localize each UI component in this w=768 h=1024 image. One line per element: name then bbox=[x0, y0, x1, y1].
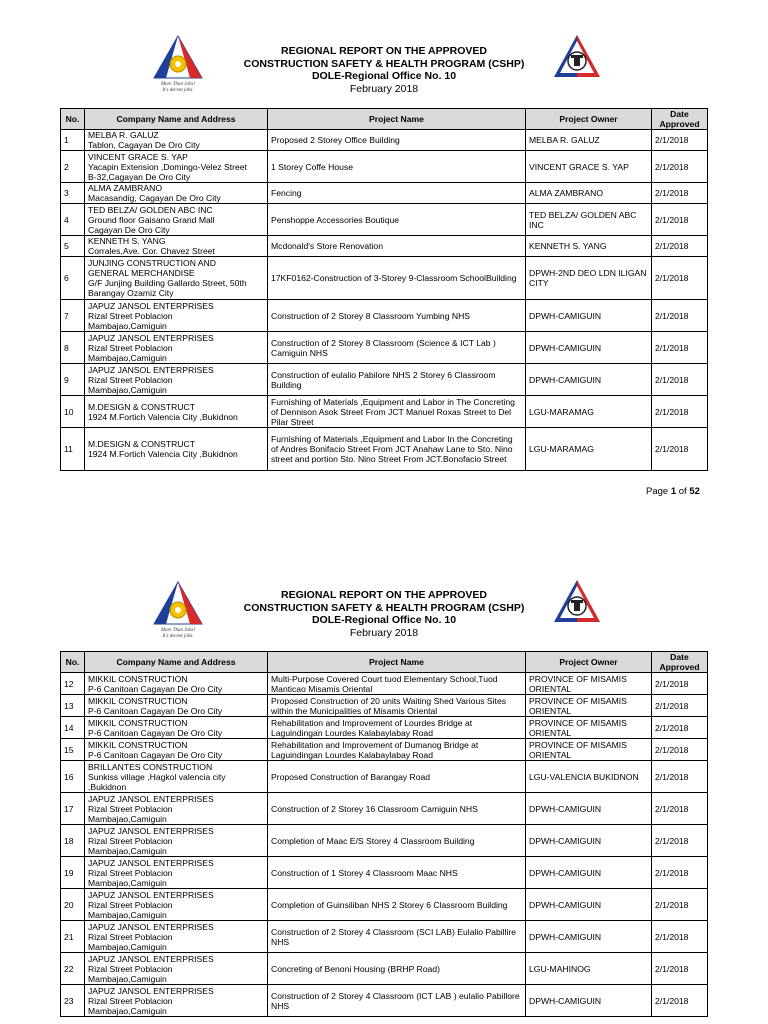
cell-company bbox=[85, 921, 268, 953]
report-title-line3: DOLE-Regional Office No. 10 bbox=[311, 70, 457, 82]
cell-project: Construction of 2 Storey 8 Classroom Yumbing NHS bbox=[268, 300, 526, 332]
cell-date: 2/1/2018 bbox=[652, 130, 708, 151]
table-row bbox=[61, 761, 708, 793]
company-line: Rizal Street Poblacion bbox=[88, 374, 173, 385]
col-header-project: Project Name bbox=[268, 109, 526, 130]
company-line: JAPUZ JANSOL ENTERPRISES bbox=[88, 300, 214, 311]
table-row bbox=[61, 396, 708, 428]
cell-company bbox=[85, 332, 268, 364]
table-header-row bbox=[61, 109, 708, 130]
cell-company bbox=[85, 739, 268, 761]
company-line: P-6 Canitoan Cagayan De Oro City bbox=[88, 727, 223, 738]
cell-project: Proposed Construction of 20 units Waiting Shed Various Sites within the Municipalities of Misamis Oriental bbox=[268, 695, 526, 717]
logo-tagline-1: More Than Jobs! bbox=[160, 628, 196, 633]
company-line: TED BELZA/ GOLDEN ABC INC bbox=[88, 204, 213, 215]
cell-date: 2/1/2018 bbox=[652, 825, 708, 857]
cell-date: 2/1/2018 bbox=[652, 151, 708, 183]
company-line: 1924 M.Fortich Valencia City ,Bukidnon bbox=[88, 411, 238, 422]
table-row bbox=[61, 428, 708, 471]
cell-project: Concreting of Benoni Housing (BRHP Road) bbox=[268, 953, 526, 985]
cell-company bbox=[85, 204, 268, 236]
cell-project: Rehabilitation and Improvement of Lourdes Bridge at Laguindingan Lourdes Kalabaylabay Road bbox=[268, 717, 526, 739]
cell-project: Penshoppe Accessories Boutique bbox=[268, 204, 526, 236]
report-table-2 bbox=[60, 651, 708, 1017]
cell-no: 4 bbox=[61, 204, 85, 236]
report-month: February 2018 bbox=[349, 82, 419, 95]
company-line: P-6 Canitoan Cagayan De Oro City bbox=[88, 683, 223, 694]
cell-date: 2/1/2018 bbox=[652, 236, 708, 257]
company-line: JAPUZ JANSOL ENTERPRISES bbox=[88, 921, 214, 932]
page-total: 52 bbox=[689, 486, 700, 497]
cell-company bbox=[85, 985, 268, 1017]
company-line: P-6 Canitoan Cagayan De Oro City bbox=[88, 705, 223, 716]
col-header-owner: Project Owner bbox=[526, 109, 652, 130]
cell-company bbox=[85, 151, 268, 183]
cell-owner: DPWH-CAMIGUIN bbox=[526, 364, 652, 396]
report-title-line3: DOLE-Regional Office No. 10 bbox=[311, 614, 457, 626]
cell-owner: TED BELZA/ GOLDEN ABC INC bbox=[526, 204, 652, 236]
table-row bbox=[61, 695, 708, 717]
company-line: GENERAL MERCHANDISE bbox=[88, 268, 195, 278]
table-row bbox=[61, 364, 708, 396]
cell-date: 2/1/2018 bbox=[652, 428, 708, 471]
company-line: MELBA R. GALUZ bbox=[88, 130, 159, 140]
cell-company bbox=[85, 130, 268, 151]
cell-owner: PROVINCE OF MISAMIS ORIENTAL bbox=[526, 673, 652, 695]
company-line: JAPUZ JANSOL ENTERPRISES bbox=[88, 985, 214, 996]
company-line: MIKKIL CONSTRUCTION bbox=[88, 739, 188, 750]
cell-date: 2/1/2018 bbox=[652, 761, 708, 793]
cell-project: 1 Storey Coffe House bbox=[268, 151, 526, 183]
cell-project: Furnishing of Materials ,Equipment and Labor in The Concreting of Dennison Asok Street From JCT Manuel Roxas Street to Del Pilar Street bbox=[268, 396, 526, 428]
table-row bbox=[61, 985, 708, 1017]
cell-date: 2/1/2018 bbox=[652, 793, 708, 825]
cell-project: Rehabilitation and Improvement of Dumanog Bridge at Laguindingan Lourdes Kalabaylabay Road bbox=[268, 739, 526, 761]
company-line: MIKKIL CONSTRUCTION bbox=[88, 673, 188, 684]
company-line: JAPUZ JANSOL ENTERPRISES bbox=[88, 889, 214, 900]
company-line: Rizal Street Poblacion bbox=[88, 835, 173, 846]
company-line: Yacapin Extension ,Domingo-Velez Street bbox=[88, 161, 247, 172]
cell-no: 6 bbox=[61, 257, 85, 300]
cell-no: 8 bbox=[61, 332, 85, 364]
cell-no: 17 bbox=[61, 793, 85, 825]
company-line: KENNETH S. YANG bbox=[88, 236, 166, 246]
company-line: JUNJING CONSTRUCTION AND bbox=[88, 258, 216, 268]
cell-owner: DPWH-CAMIGUIN bbox=[526, 300, 652, 332]
company-line: Mambajao,Camiguin bbox=[88, 813, 167, 824]
cell-company bbox=[85, 428, 268, 471]
logo-tagline-2: It's decent jobs. bbox=[162, 634, 194, 639]
cell-owner: ALMA ZAMBRANO bbox=[526, 183, 652, 204]
table-row bbox=[61, 151, 708, 183]
cell-no: 18 bbox=[61, 825, 85, 857]
table-row bbox=[61, 300, 708, 332]
report-title-line1: REGIONAL REPORT ON THE APPROVED bbox=[281, 589, 487, 601]
cell-no: 3 bbox=[61, 183, 85, 204]
company-line: MIKKIL CONSTRUCTION bbox=[88, 695, 188, 706]
cell-date: 2/1/2018 bbox=[652, 204, 708, 236]
report-table-1 bbox=[60, 108, 708, 471]
cell-project: Completion of Maac E/S Storey 4 Classroom Building bbox=[268, 825, 526, 857]
company-line: VINCENT GRACE S. YAP bbox=[88, 151, 188, 162]
col-header-date: Date Approved bbox=[652, 652, 708, 673]
cell-company bbox=[85, 236, 268, 257]
cell-no: 10 bbox=[61, 396, 85, 428]
cell-no: 23 bbox=[61, 985, 85, 1017]
cell-date: 2/1/2018 bbox=[652, 257, 708, 300]
cell-no: 11 bbox=[61, 428, 85, 471]
company-line: Corrales,Ave. Cor. Chavez Street bbox=[88, 246, 215, 256]
page-prefix: Page bbox=[646, 486, 669, 497]
report-header bbox=[180, 45, 588, 95]
company-line: JAPUZ JANSOL ENTERPRISES bbox=[88, 364, 214, 375]
cell-no: 2 bbox=[61, 151, 85, 183]
company-line: Rizal Street Poblacion bbox=[88, 899, 173, 910]
table-row bbox=[61, 825, 708, 857]
cell-no: 1 bbox=[61, 130, 85, 151]
cell-no: 5 bbox=[61, 236, 85, 257]
cell-no: 9 bbox=[61, 364, 85, 396]
cell-owner: LGU-VALENCIA BUKIDNON bbox=[526, 761, 652, 793]
cell-owner: DPWH-CAMIGUIN bbox=[526, 825, 652, 857]
cell-project: Multi-Purpose Covered Court tuod Elementary School,Tuod Manticao Misamis Oriental bbox=[268, 673, 526, 695]
cell-project: Fencing bbox=[268, 183, 526, 204]
cell-no: 13 bbox=[61, 695, 85, 717]
cell-project: 17KF0162-Construction of 3-Storey 9-Classroom SchoolBuilding bbox=[268, 257, 526, 300]
company-line: Rizal Street Poblacion bbox=[88, 963, 173, 974]
table-row bbox=[61, 673, 708, 695]
cell-company bbox=[85, 673, 268, 695]
cell-owner: DPWH-CAMIGUIN bbox=[526, 857, 652, 889]
cell-project: Proposed 2 Storey Office Building bbox=[268, 130, 526, 151]
cell-date: 2/1/2018 bbox=[652, 985, 708, 1017]
report-title-line1: REGIONAL REPORT ON THE APPROVED bbox=[281, 45, 487, 57]
cell-no: 7 bbox=[61, 300, 85, 332]
cell-company bbox=[85, 717, 268, 739]
cell-company bbox=[85, 889, 268, 921]
company-line: M.DESIGN & CONSTRUCT bbox=[88, 401, 195, 412]
page-current: 1 bbox=[670, 486, 677, 497]
oshc-logo bbox=[552, 33, 602, 81]
company-line: P-6 Canitoan Cagayan De Oro City bbox=[88, 749, 223, 760]
company-line: Rizal Street Poblacion bbox=[88, 310, 173, 321]
page-number bbox=[646, 486, 700, 497]
cell-owner: DPWH-CAMIGUIN bbox=[526, 889, 652, 921]
table-row bbox=[61, 717, 708, 739]
cell-no: 12 bbox=[61, 673, 85, 695]
cell-owner: VINCENT GRACE S. YAP bbox=[526, 151, 652, 183]
company-line: Ground floor Gaisano Grand Mall bbox=[88, 214, 215, 225]
table-row bbox=[61, 183, 708, 204]
cell-no: 16 bbox=[61, 761, 85, 793]
oshc-logo bbox=[552, 578, 602, 626]
report-month: February 2018 bbox=[349, 626, 419, 639]
table-row bbox=[61, 130, 708, 151]
col-header-project: Project Name bbox=[268, 652, 526, 673]
col-header-company: Company Name and Address bbox=[85, 109, 268, 130]
cell-company bbox=[85, 300, 268, 332]
company-line: JAPUZ JANSOL ENTERPRISES bbox=[88, 332, 214, 343]
company-line: Macasandig, Cagayan De Oro City bbox=[88, 193, 221, 203]
company-line: JAPUZ JANSOL ENTERPRISES bbox=[88, 953, 214, 964]
cell-project: Proposed Construction of Barangay Road bbox=[268, 761, 526, 793]
company-line: Mambajao,Camiguin bbox=[88, 352, 167, 363]
cell-owner: DPWH-2ND DEO LDN ILIGAN CITY bbox=[526, 257, 652, 300]
company-line: Rizal Street Poblacion bbox=[88, 995, 173, 1006]
company-line: Cagayan De Oro City bbox=[88, 224, 170, 235]
company-line: JAPUZ JANSOL ENTERPRISES bbox=[88, 857, 214, 868]
cell-date: 2/1/2018 bbox=[652, 673, 708, 695]
cell-date: 2/1/2018 bbox=[652, 717, 708, 739]
cell-owner: DPWH-CAMIGUIN bbox=[526, 985, 652, 1017]
company-line: JAPUZ JANSOL ENTERPRISES bbox=[88, 793, 214, 804]
company-line: 1924 M.Fortich Valencia City ,Bukidnon bbox=[88, 449, 238, 459]
cell-company bbox=[85, 793, 268, 825]
logo-tagline-1: More Than Jobs! bbox=[160, 82, 196, 87]
col-header-company: Company Name and Address bbox=[85, 652, 268, 673]
logo-tagline-2: It's decent jobs. bbox=[162, 88, 194, 93]
table-row bbox=[61, 857, 708, 889]
table-row bbox=[61, 257, 708, 300]
company-line: Mambajao,Camiguin bbox=[88, 877, 167, 888]
cell-no: 20 bbox=[61, 889, 85, 921]
cell-project: Furnishing of Materials ,Equipment and Labor In the Concreting of Andres Bonifacio Street From JCT Anahaw Lane to Sto. Nino street and portion Sto. Nino Street From JCT.Bonofacio Street bbox=[268, 428, 526, 471]
table-body-1 bbox=[61, 130, 708, 471]
company-line: Rizal Street Poblacion bbox=[88, 867, 173, 878]
cell-date: 2/1/2018 bbox=[652, 921, 708, 953]
company-line: ,Bukidnon bbox=[88, 781, 127, 792]
col-header-owner: Project Owner bbox=[526, 652, 652, 673]
cell-date: 2/1/2018 bbox=[652, 396, 708, 428]
cell-project: Construction of 1 Storey 4 Classroom Maac NHS bbox=[268, 857, 526, 889]
company-line: Barangay Ozamiz City bbox=[88, 288, 174, 298]
cell-company bbox=[85, 695, 268, 717]
company-line: Mambajao,Camiguin bbox=[88, 320, 167, 331]
table-body-2 bbox=[61, 673, 708, 1017]
company-line: BRILLANTES CONSTRUCTION bbox=[88, 761, 213, 772]
table-row bbox=[61, 739, 708, 761]
company-line: Mambajao,Camiguin bbox=[88, 941, 167, 952]
cell-owner: PROVINCE OF MISAMIS ORIENTAL bbox=[526, 739, 652, 761]
company-line: MIKKIL CONSTRUCTION bbox=[88, 717, 188, 728]
cell-company bbox=[85, 257, 268, 300]
company-line: JAPUZ JANSOL ENTERPRISES bbox=[88, 825, 214, 836]
cell-project: Construction of 2 Storey 16 Classroom Camiguin NHS bbox=[268, 793, 526, 825]
cell-company bbox=[85, 364, 268, 396]
company-line: M.DESIGN & CONSTRUCT bbox=[88, 439, 195, 449]
table-row bbox=[61, 204, 708, 236]
cell-no: 22 bbox=[61, 953, 85, 985]
table-row bbox=[61, 332, 708, 364]
company-line: Mambajao,Camiguin bbox=[88, 909, 167, 920]
cell-owner: MELBA R. GALUZ bbox=[526, 130, 652, 151]
col-header-no: No. bbox=[61, 652, 85, 673]
cell-owner: LGU-MAHINOG bbox=[526, 953, 652, 985]
cell-owner: DPWH-CAMIGUIN bbox=[526, 921, 652, 953]
company-line: Mambajao,Camiguin bbox=[88, 1005, 167, 1016]
cell-date: 2/1/2018 bbox=[652, 300, 708, 332]
cell-no: 21 bbox=[61, 921, 85, 953]
company-line: B-32,Cagayan De Oro City bbox=[88, 171, 191, 182]
cell-owner: KENNETH S. YANG bbox=[526, 236, 652, 257]
cell-no: 15 bbox=[61, 739, 85, 761]
cell-owner: LGU-MARAMAG bbox=[526, 396, 652, 428]
cell-date: 2/1/2018 bbox=[652, 889, 708, 921]
cell-owner: LGU-MARAMAG bbox=[526, 428, 652, 471]
table-row bbox=[61, 921, 708, 953]
company-line: ALMA ZAMBRANO bbox=[88, 183, 163, 193]
cell-owner: DPWH-CAMIGUIN bbox=[526, 332, 652, 364]
cell-company bbox=[85, 396, 268, 428]
cell-owner: PROVINCE OF MISAMIS ORIENTAL bbox=[526, 695, 652, 717]
cell-date: 2/1/2018 bbox=[652, 857, 708, 889]
company-line: Rizal Street Poblacion bbox=[88, 803, 173, 814]
cell-date: 2/1/2018 bbox=[652, 364, 708, 396]
cell-project: Construction of 2 Storey 4 Classroom (ICT LAB ) eulalio Pabillore NHS bbox=[268, 985, 526, 1017]
table-row bbox=[61, 793, 708, 825]
page-of: of bbox=[678, 486, 687, 497]
col-header-no: No. bbox=[61, 109, 85, 130]
cell-company bbox=[85, 857, 268, 889]
report-header bbox=[180, 589, 588, 639]
cell-no: 14 bbox=[61, 717, 85, 739]
report-title-line2: CONSTRUCTION SAFETY & HEALTH PROGRAM (CSHP) bbox=[243, 601, 525, 614]
cell-date: 2/1/2018 bbox=[652, 739, 708, 761]
cell-project: Mcdonald's Store Renovation bbox=[268, 236, 526, 257]
cell-company bbox=[85, 953, 268, 985]
cell-company bbox=[85, 761, 268, 793]
company-line: Tablon, Cagayan De Oro City bbox=[88, 140, 200, 150]
cell-no: 19 bbox=[61, 857, 85, 889]
company-line: Rizal Street Poblacion bbox=[88, 342, 173, 353]
cell-date: 2/1/2018 bbox=[652, 183, 708, 204]
cell-date: 2/1/2018 bbox=[652, 332, 708, 364]
company-line: G/F Junjing Building Gallardo Street, 50th bbox=[88, 278, 247, 288]
table-row bbox=[61, 236, 708, 257]
table-row bbox=[61, 953, 708, 985]
cell-company bbox=[85, 825, 268, 857]
cell-project: Construction of 2 Storey 8 Classroom (Science & ICT Lab ) Camiguin NHS bbox=[268, 332, 526, 364]
company-line: Rizal Street Poblacion bbox=[88, 931, 173, 942]
table-header-row bbox=[61, 652, 708, 673]
cell-project: Construction of 2 Storey 4 Classroom (SCI LAB) Eulalio Pabillire NHS bbox=[268, 921, 526, 953]
col-header-date: Date Approved bbox=[652, 109, 708, 130]
report-title-line2: CONSTRUCTION SAFETY & HEALTH PROGRAM (CSHP) bbox=[243, 57, 525, 70]
cell-owner: DPWH-CAMIGUIN bbox=[526, 793, 652, 825]
cell-owner: PROVINCE OF MISAMIS ORIENTAL bbox=[526, 717, 652, 739]
cell-project: Construction of eulalio Pabilore NHS 2 Storey 6 Classroom Building bbox=[268, 364, 526, 396]
cell-company bbox=[85, 183, 268, 204]
table-row bbox=[61, 889, 708, 921]
company-line: Mambajao,Camiguin bbox=[88, 845, 167, 856]
company-line: Sunkiss village ,Hagkol valencia city bbox=[88, 771, 226, 782]
cell-date: 2/1/2018 bbox=[652, 953, 708, 985]
cell-date: 2/1/2018 bbox=[652, 695, 708, 717]
company-line: Mambajao,Camiguin bbox=[88, 384, 167, 395]
company-line: Mambajao,Camiguin bbox=[88, 973, 167, 984]
cell-project: Completion of Guinsiliban NHS 2 Storey 6 Classroom Building bbox=[268, 889, 526, 921]
